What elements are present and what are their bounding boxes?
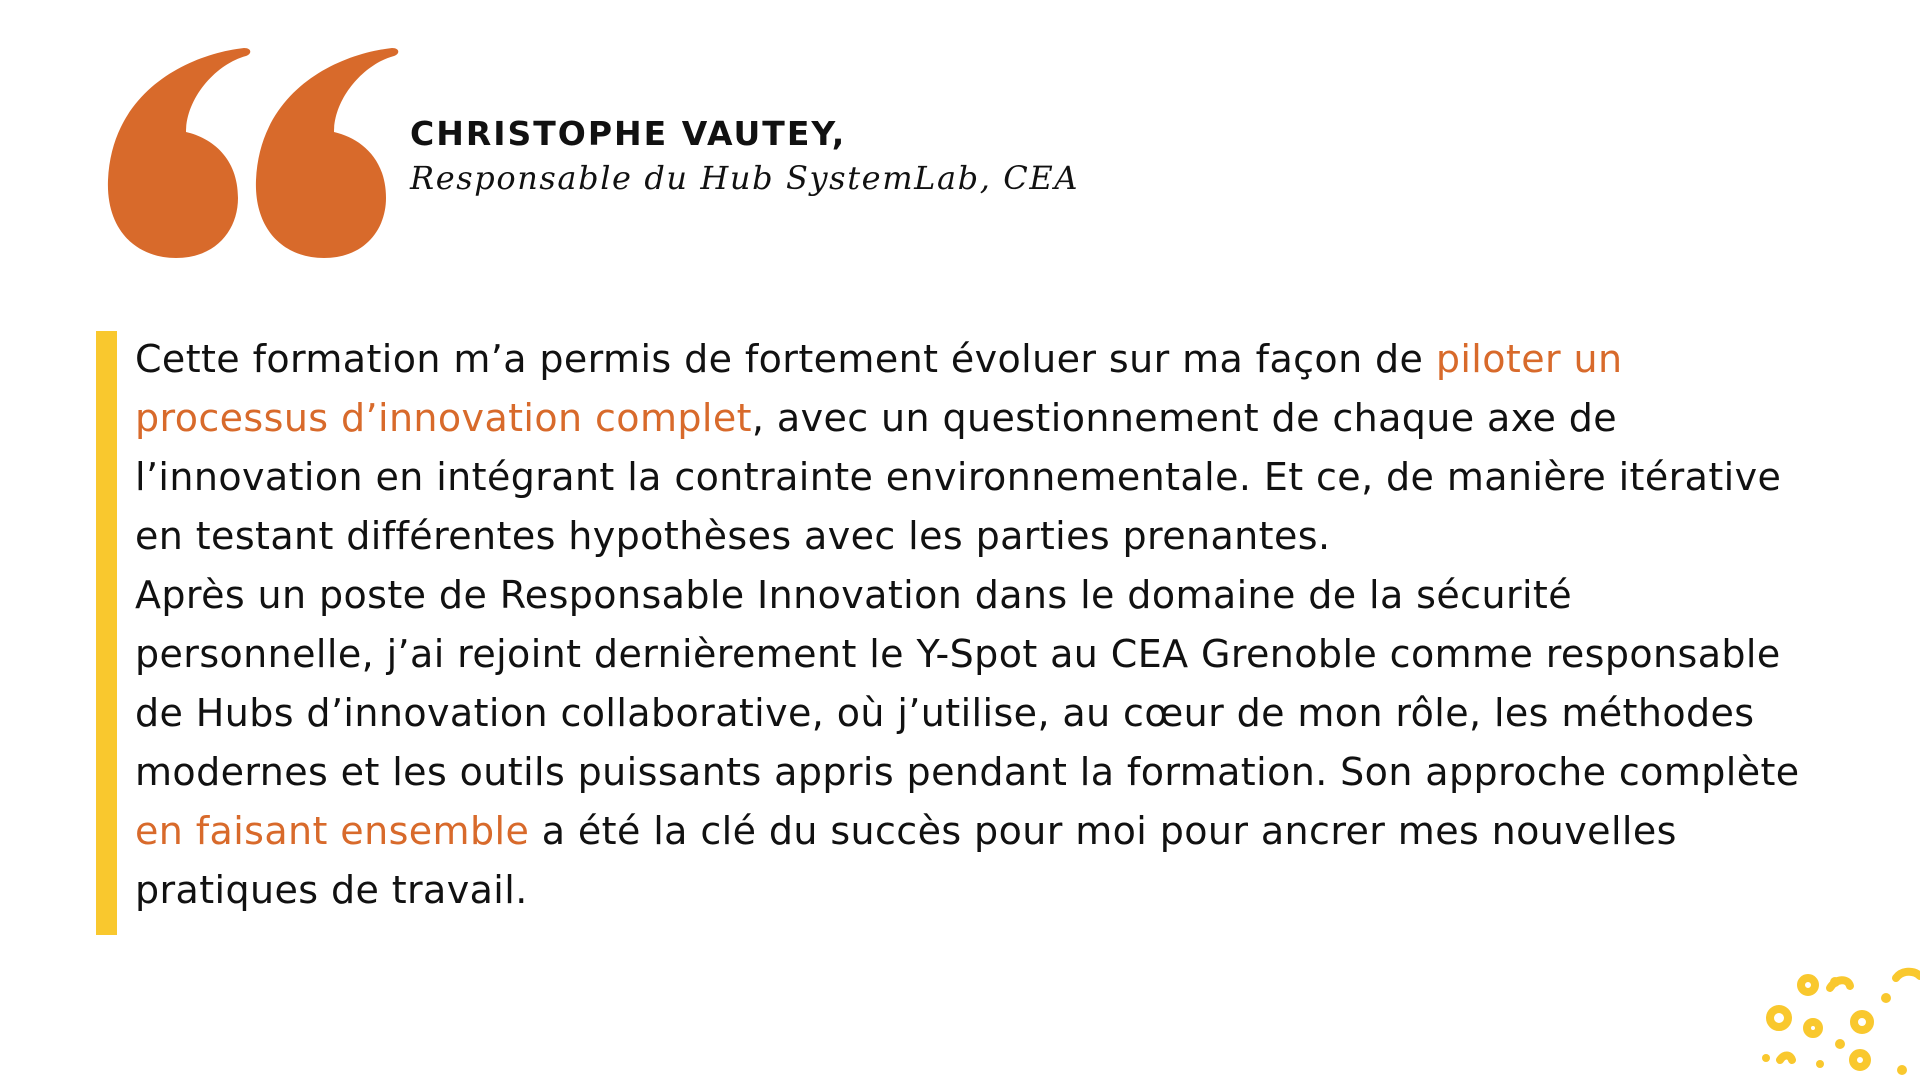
quote-highlight: piloter un: [1435, 337, 1623, 381]
quote-line: pratiques de travail.: [135, 868, 528, 912]
author-name: CHRISTOPHE VAUTEY,: [410, 114, 847, 153]
quote-line: de Hubs d’innovation collaborative, où j’utilise, au cœur de mon rôle, les méthodes: [135, 691, 1755, 735]
quote-line: en testant différentes hypothèses avec les parties prenantes.: [135, 514, 1331, 558]
confetti-dots-icon: [1760, 960, 1920, 1080]
quote-line: personnelle, j’ai rejoint dernièrement le Y-Spot au CEA Grenoble comme responsable: [135, 632, 1781, 676]
author-role: Responsable du Hub SystemLab, CEA: [410, 159, 1080, 197]
quote-highlight: processus d’innovation complet: [135, 396, 752, 440]
quote-line: l’innovation en intégrant la contrainte environnementale. Et ce, de manière itérative: [135, 455, 1782, 499]
author-block: [410, 112, 1310, 200]
quote-text: [135, 330, 1905, 920]
quote-line: modernes et les outils puissants appris pendant la formation. Son approche complète: [135, 750, 1800, 794]
quote-line: Cette formation m’a permis de fortement évoluer sur ma façon de piloter un: [135, 337, 1623, 381]
quote-accent-bar: [96, 331, 117, 935]
quote-highlight: en faisant ensemble: [135, 809, 530, 853]
quote-line: en faisant ensemble a été la clé du succès pour moi pour ancrer mes nouvelles: [135, 809, 1677, 853]
quote-line: Après un poste de Responsable Innovation dans le domaine de la sécurité: [135, 573, 1572, 617]
quote-line: processus d’innovation complet, avec un questionnement de chaque axe de: [135, 396, 1618, 440]
quotation-mark-icon: [106, 40, 406, 270]
